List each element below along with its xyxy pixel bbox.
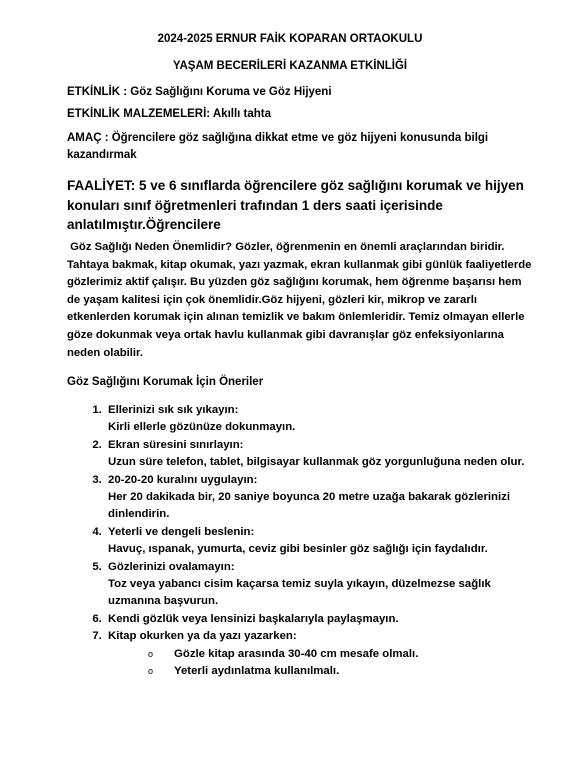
list-item-title: Ekran süresini sınırlayın: — [108, 438, 244, 451]
list-item-title: Kendi gözlük veya lensinizi başkalarıyla paylaşmayın. — [108, 612, 399, 625]
list-item-desc: Her 20 dakikada bir, 20 saniye boyunca 20 metre uzağa bakarak gözlerinizi dinlendirin. — [108, 491, 511, 521]
list-item-title: Ellerinizi sık sık yıkayın: — [108, 404, 239, 416]
sublist-item-text: Yeterli aydınlatma kullanılmalı. — [174, 665, 340, 678]
list-item-title: Kitap okurken ya da yazı yazarken: — [108, 630, 297, 643]
sublist-item-text: Gözle kitap arasında 30-40 cm mesafe olmalı. — [174, 647, 419, 660]
faaliyet-paragraph: FAALİYET: 5 ve 6 sınıflarda öğrencilere göz sağlığını korumak ve hijyen konuları sınıf öğretmenleri trafından 1 ders saati içerisinde anlatılmıştır.Öğrencilere — [67, 178, 524, 232]
list-item-desc: Kirli ellerle gözünüze dokunmayın. — [108, 421, 296, 434]
school-title: 2024-2025 ERNUR FAİK KOPARAN ORTAOKULU — [157, 33, 423, 45]
event-title: YAŞAM BECERİLERİ KAZANMA ETKİNLİĞİ — [172, 60, 408, 72]
sublist-item — [148, 663, 545, 680]
circle-bullet-icon: o — [148, 648, 154, 659]
oneriler-list — [80, 402, 545, 681]
list-item — [105, 402, 545, 437]
list-item-title: 20-20-20 kuralını uygulayın: — [108, 473, 258, 486]
list-item — [105, 472, 545, 524]
list-item — [105, 611, 545, 628]
malzemeler-line: ETKİNLİK MALZEMELERİ: Akıllı tahta — [67, 108, 272, 120]
onem-paragraph: Göz Sağlığı Neden Önemlidir? Gözler, öğrenmenin en önemli araçlarından biridir. Tahtaya bakmak, kitap okumak, yazı yazmak, ekran kullanmak gibi günlük faaliyetlerde gözlerimiz aktif çalışır. Bu yüzden göz sağlığını korumak, hem öğrenme başarısı hem de yaşam kalitesi için çok önemlidir.Göz hijyeni, gözleri kir, mikrop ve zararlı etkenlerden korumak için alınan temizlik ve bakım önlemleridir. Temiz olmayan ellerle göze dokunmak veya ortak havlu kullanmak gibi davranışlar göz enfeksiyonlarına neden olabilir. — [67, 241, 535, 359]
list-item — [105, 559, 545, 611]
amac-paragraph: AMAÇ : Öğrencilere göz sağlığına dikkat etme ve göz hijyeni konusunda bilgi kazandırmak — [67, 132, 489, 161]
list-item-desc: Havuç, ıspanak, yumurta, ceviz gibi besinler göz sağlığı için faydalıdır. — [108, 543, 488, 556]
circle-bullet-icon: o — [148, 666, 154, 677]
list-item — [105, 524, 545, 559]
list-item — [105, 437, 545, 472]
etkinlik-line: ETKİNLİK : Göz Sağlığını Koruma ve Göz Hijyeni — [67, 86, 332, 98]
list-item-desc: Toz veya yabancı cisim kaçarsa temiz suyla yıkayın, düzelmezse sağlık uzmanına başvurun. — [108, 578, 491, 608]
oneriler-heading: Göz Sağlığını Korumak İçin Öneriler — [67, 376, 264, 388]
list-item-title: Gözlerinizi ovalamayın: — [108, 560, 235, 573]
list-item-desc: Uzun süre telefon, tablet, bilgisayar kullanmak göz yorgunluğuna neden olur. — [108, 456, 525, 469]
list-item-title: Yeterli ve dengeli beslenin: — [108, 525, 255, 538]
sublist-item — [148, 646, 545, 663]
list-item — [105, 628, 545, 680]
kitap-sublist — [108, 646, 545, 681]
